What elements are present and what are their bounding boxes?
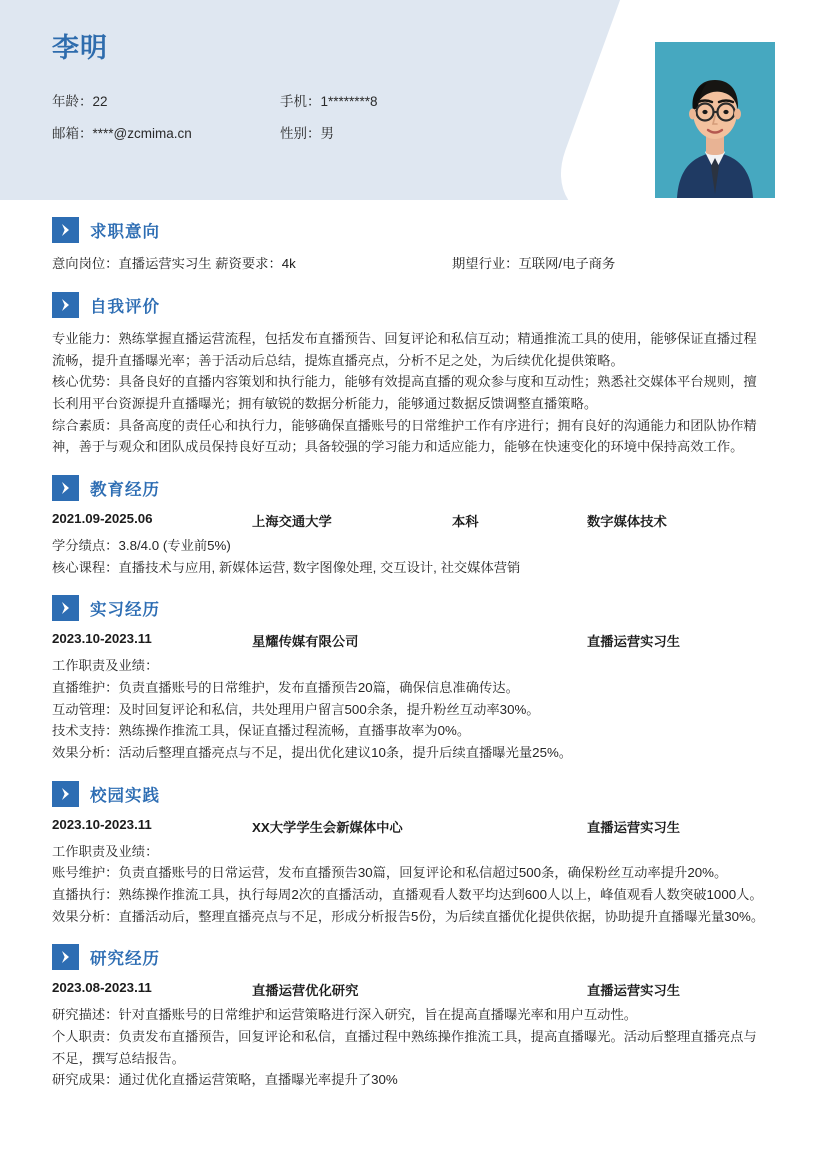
contact-row [52, 94, 482, 110]
resume-header [0, 0, 820, 200]
chevron-right-icon [52, 944, 79, 970]
self-eval-paragraph: 专业能力：熟练掌握直播运营流程，包括发布直播预告、回复评论和私信互动；精通推流工具的使用，能够保证直播过程流畅，提升直播曝光率；善于活动后总结，提炼直播亮点，分析不足之处，为后续优化提供策略。 [52, 331, 757, 368]
education-entry-row [52, 511, 768, 533]
campus-org: XX大学学生会新媒体中心 [252, 819, 403, 835]
research-topic: 直播运营优化研究 [252, 983, 359, 999]
job-intention-left: 意向岗位：直播运营实习生 薪资要求：4k [52, 256, 296, 271]
contact-phone-value: 1********8 [320, 93, 378, 109]
campus-dates: 2023.10-2023.11 [52, 816, 152, 832]
section-header [52, 781, 768, 807]
section-header [52, 595, 768, 621]
self-eval-paragraph: 综合素质：具备高度的责任心和执行力，能够确保直播账号的日常维护工作有序进行；拥有良好的沟通能力和团队协作精神，善于与观众和团队成员保持良好互动；具备较强的学习能力和适应能力，能够在快速变化的环境中保持高效工作。 [52, 417, 757, 455]
job-intention-row [52, 253, 768, 275]
research-line: 研究描述：针对直播账号的日常维护和运营策略进行深入研究，旨在提高直播曝光率和用户互动性。 [52, 1007, 638, 1023]
self-eval-paragraph: 核心优势：具备良好的直播内容策划和执行能力，能够有效提高直播的观众参与度和互动性；熟悉社交媒体平台规则，擅长利用平台资源提升直播曝光；拥有敏锐的数据分析能力，能够通过数据反馈调整直播策略。 [52, 374, 757, 412]
education-gpa: 学分绩点：3.8/4.0 (专业前5%) [52, 538, 231, 554]
research-entry-row [52, 980, 768, 1002]
education-degree: 本科 [452, 514, 479, 530]
contact-gender-label: 性别： [280, 125, 321, 141]
research-role: 直播运营实习生 [587, 983, 681, 999]
chevron-right-icon [52, 292, 79, 318]
contact-email-label: 邮箱： [52, 125, 93, 141]
resume-body [0, 217, 820, 1091]
internship-line: 效果分析：活动后整理直播亮点与不足，提出优化建议10条，提升后续直播曝光量25%。 [52, 745, 573, 761]
section-title: 实习经历 [90, 601, 160, 620]
section-header [52, 944, 768, 970]
section-self-evaluation [52, 292, 768, 458]
avatar [655, 42, 775, 198]
section-header [52, 217, 768, 243]
internship-line: 互动管理：及时回复评论和私信，共处理用户留言500余条，提升粉丝互动率30%。 [52, 701, 540, 717]
campus-line: 账号维护：负责直播账号的日常运营，发布直播预告30篇，回复评论和私信超过500条，确保粉丝互动率提升20%。 [52, 865, 728, 881]
portrait-photo-icon [655, 42, 775, 198]
contact-age-value: 22 [92, 93, 108, 109]
section-education [52, 475, 768, 578]
internship-line: 直播维护：负责直播账号的日常维护，发布直播预告20篇，确保信息准确传达。 [52, 680, 519, 696]
campus-line: 效果分析：直播活动后，整理直播亮点与不足，形成分析报告5份，为后续直播优化提供依据，协助提升直播曝光量30%。 [52, 908, 765, 924]
internship-role: 直播运营实习生 [587, 634, 681, 650]
education-school: 上海交通大学 [252, 514, 332, 530]
research-dates: 2023.08-2023.11 [52, 980, 152, 996]
section-title: 教育经历 [90, 481, 160, 500]
internship-line: 工作职责及业绩： [52, 658, 159, 674]
education-courses: 核心课程：直播技术与应用, 新媒体运营, 数字图像处理, 交互设计, 社交媒体营销 [52, 559, 521, 575]
candidate-name: 李明 [52, 33, 108, 63]
contact-gender-value: 男 [320, 125, 334, 141]
contact-email-value: ****@zcmima.cn [92, 125, 192, 141]
internship-dates: 2023.10-2023.11 [52, 631, 152, 647]
contact-info [52, 94, 482, 142]
contact-phone [280, 94, 480, 110]
campus-role: 直播运营实习生 [587, 819, 681, 835]
chevron-right-icon [52, 217, 79, 243]
contact-email [52, 126, 280, 142]
contact-row [52, 126, 482, 142]
section-research [52, 944, 768, 1091]
job-intention-right: 期望行业：互联网/电子商务 [452, 256, 616, 271]
section-internship [52, 595, 768, 763]
contact-phone-label: 手机： [280, 93, 321, 109]
education-major: 数字媒体技术 [587, 514, 667, 530]
section-title: 求职意向 [90, 223, 160, 241]
section-campus-practice [52, 781, 768, 928]
contact-gender [280, 126, 480, 142]
internship-entry-row [52, 631, 768, 653]
research-line: 个人职责：负责发布直播预告，回复评论和私信，直播过程中熟练操作推流工具，提高直播曝光。活动后整理直播亮点与不足，撰写总结报告。 [52, 1029, 757, 1066]
section-header [52, 292, 768, 318]
contact-age-label: 年龄： [52, 93, 93, 109]
internship-company: 星耀传媒有限公司 [252, 634, 359, 650]
section-job-intention [52, 217, 768, 275]
contact-age [52, 94, 280, 110]
section-title: 校园实践 [90, 786, 160, 805]
chevron-right-icon [52, 475, 79, 501]
internship-line: 技术支持：熟练操作推流工具，保证直播过程流畅，直播事故率为0%。 [52, 723, 471, 739]
section-title: 自我评价 [90, 298, 160, 316]
section-title: 研究经历 [90, 950, 160, 969]
campus-line: 直播执行：熟练操作推流工具，执行每周2次的直播活动，直播观看人数平均达到600人以上，峰值观看人数突破1000人。 [52, 887, 763, 903]
campus-entry-row [52, 817, 768, 839]
education-dates: 2021.09-2025.06 [52, 511, 153, 527]
section-header [52, 475, 768, 501]
research-line: 研究成果：通过优化直播运营策略，直播曝光率提升了30% [52, 1072, 398, 1088]
chevron-right-icon [52, 595, 79, 621]
campus-line: 工作职责及业绩： [52, 843, 159, 859]
chevron-right-icon [52, 781, 79, 807]
